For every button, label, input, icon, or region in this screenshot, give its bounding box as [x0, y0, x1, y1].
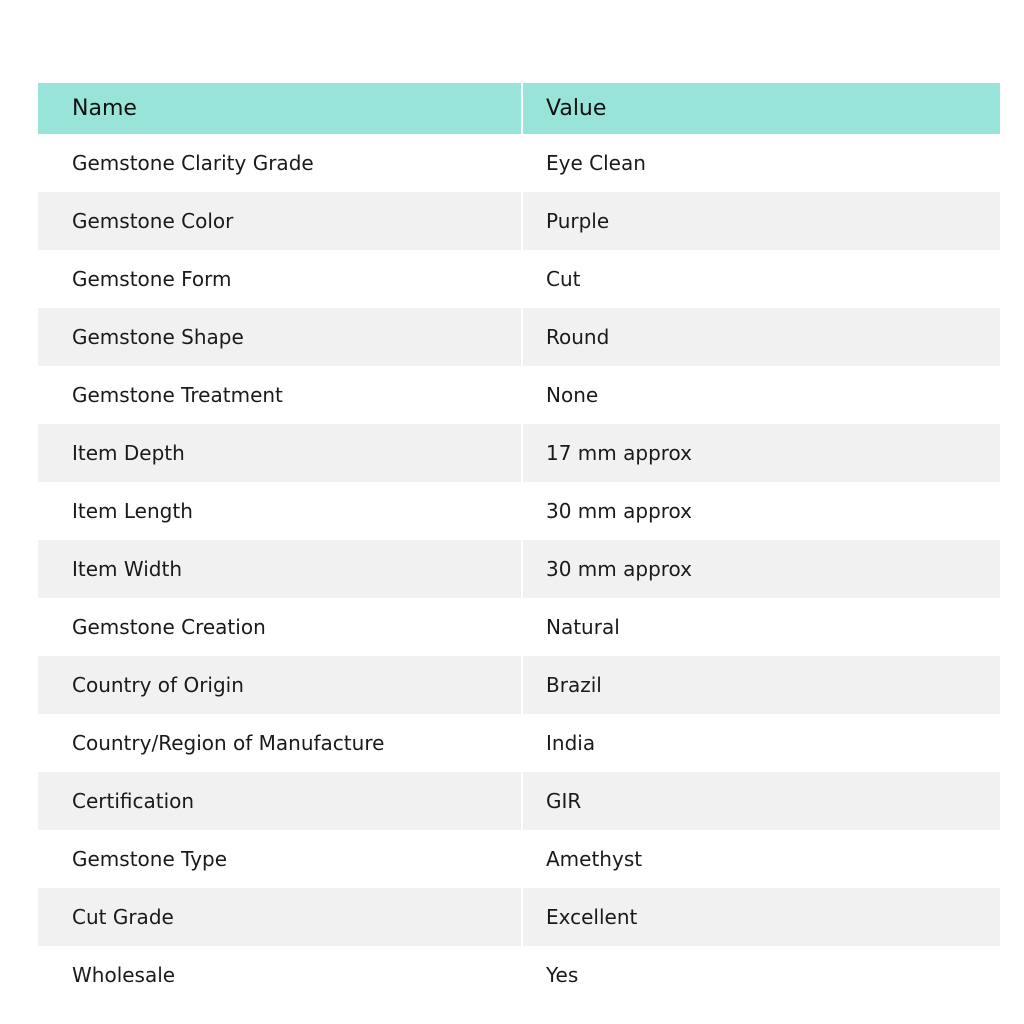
row-value-cell: India: [546, 731, 596, 755]
row-name-cell: Cut Grade: [38, 888, 523, 946]
table-body: [38, 134, 1000, 1004]
table-row: [38, 772, 1000, 830]
row-value-cell: Natural: [546, 615, 620, 639]
table-row: [38, 888, 1000, 946]
row-name-cell: Gemstone Shape: [38, 308, 523, 366]
column-header-value: Value: [546, 96, 607, 121]
table-row: [38, 946, 1000, 1004]
row-value-cell: 30 mm approx: [546, 499, 693, 523]
row-value-cell: Cut: [546, 267, 581, 291]
table-row: [38, 366, 1000, 424]
row-name-cell: Certification: [38, 772, 523, 830]
row-name-cell: Gemstone Type: [38, 830, 523, 888]
table-header-row: [38, 83, 1000, 134]
row-value-cell: Amethyst: [546, 847, 643, 871]
row-value-cell: Purple: [546, 209, 610, 233]
row-name-cell: Gemstone Form: [38, 250, 523, 308]
table-row: [38, 656, 1000, 714]
row-value-cell: None: [546, 383, 599, 407]
row-name-cell: Wholesale: [38, 946, 523, 1004]
table-row: [38, 424, 1000, 482]
row-value-cell: Round: [546, 325, 610, 349]
table-row: [38, 134, 1000, 192]
row-name-cell: Gemstone Color: [38, 192, 523, 250]
row-value-cell: Yes: [546, 963, 579, 987]
row-name-cell: Item Depth: [38, 424, 523, 482]
table-row: [38, 482, 1000, 540]
row-name-cell: Country/Region of Manufacture: [38, 714, 523, 772]
column-header-name: Name: [38, 83, 523, 134]
table-row: [38, 250, 1000, 308]
row-value-cell: Excellent: [546, 905, 638, 929]
table-row: [38, 192, 1000, 250]
row-name-cell: Item Width: [38, 540, 523, 598]
table-row: [38, 598, 1000, 656]
row-value-cell: GIR: [546, 789, 582, 813]
row-value-cell: Brazil: [546, 673, 602, 697]
table-row: [38, 714, 1000, 772]
specifications-table: [38, 83, 1000, 1004]
row-value-cell: Eye Clean: [546, 151, 646, 175]
row-name-cell: Gemstone Clarity Grade: [38, 134, 523, 192]
table-row: [38, 308, 1000, 366]
table-row: [38, 830, 1000, 888]
row-name-cell: Item Length: [38, 482, 523, 540]
table-row: [38, 540, 1000, 598]
row-name-cell: Gemstone Treatment: [38, 366, 523, 424]
row-name-cell: Country of Origin: [38, 656, 523, 714]
row-name-cell: Gemstone Creation: [38, 598, 523, 656]
row-value-cell: 17 mm approx: [546, 441, 693, 465]
row-value-cell: 30 mm approx: [546, 557, 693, 581]
